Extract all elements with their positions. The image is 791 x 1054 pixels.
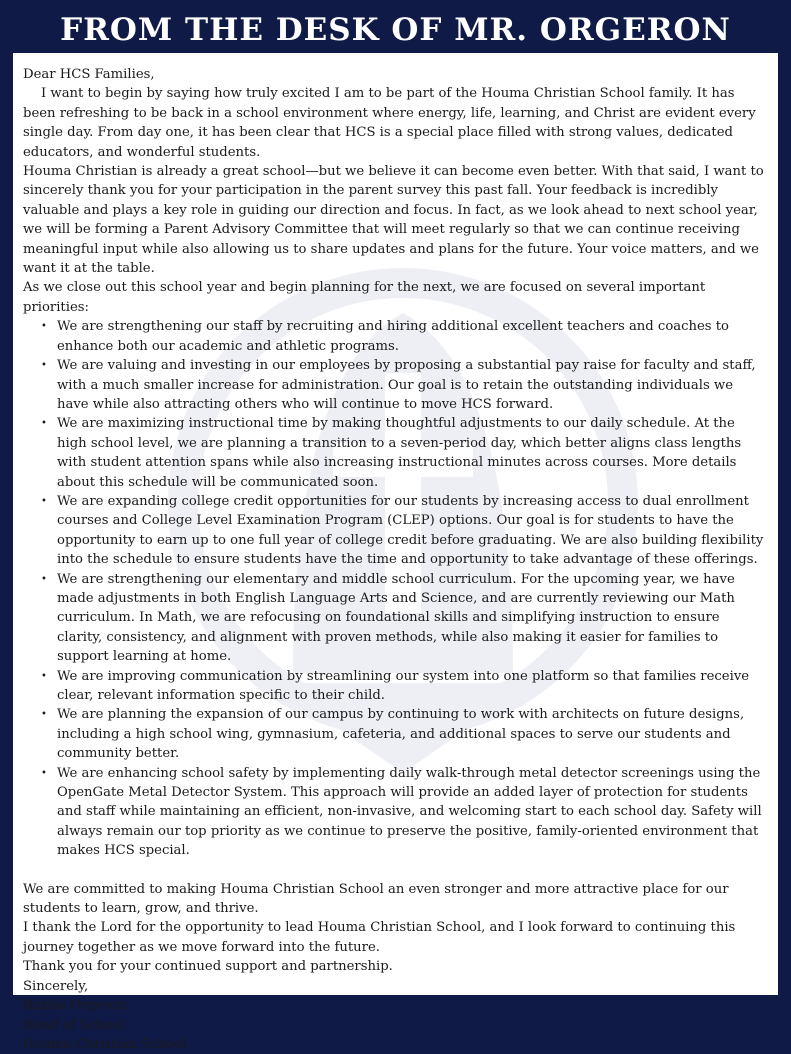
signer-name: Bubba Orgeron (23, 998, 127, 1014)
thanks-support-paragraph: Thank you for your continued support and partnership. (23, 959, 393, 975)
list-item: • We are expanding college credit opportunities for our students by increasing access to dual enrollment courses and College Level Examination Program (CLEP) options. Our goal is for students to have the opportunity to earn up to one full year of college credit before graduating. We are also building flexibility into the schedule to ensure students have the time and opportunity to take advantage of these offerings. (47, 492, 768, 570)
signer-org: Houma Christian School (23, 1036, 187, 1052)
letter-paper (13, 53, 778, 1052)
list-item: • We are maximizing instructional time by making thoughtful adjustments to our daily schedule. At the high school level, we are planning a transition to a seven-period day, which better aligns class lengths with student attention spans while also increasing instructional minutes across courses. More details about this schedule will be communicated soon. (47, 414, 768, 492)
signer-title: Head of School (23, 1017, 125, 1033)
intro-paragraph: I want to begin by saying how truly excited I am to be part of the Houma Christian School family. It has been refreshing to be back in a school environment where energy, life, learning, and Christ are evident every single day. From day one, it has been clear that HCS is a special place filled with strong values, dedicated educators, and wonderful students. (23, 86, 756, 160)
survey-paragraph: Houma Christian is already a great school—but we believe it can become even better. With that said, I want to sincerely thank you for your participation in the parent survey this past fall. Your feedback is incredibly valuable and plays a key role in guiding our direction and focus. In fact, as we look ahead to next school year, we will be forming a Parent Advisory Committee that will meet regularly so that we can continue receiving meaningful input while also allowing us to share updates and plans for the future. Your voice matters, and we want it at the table. (23, 164, 764, 277)
list-item: • We are strengthening our elementary and middle school curriculum. For the upcoming year, we have made adjustments in both English Language Arts and Science, and are currently reviewing our Math curriculum. In Math, we are refocusing on foundational skills and simplifying instruction to ensure clarity, consistency, and alignment with proven methods, while also making it easier for families to support learning at home. (47, 570, 768, 667)
paragraph-spacer (23, 861, 768, 880)
thanks-lord-paragraph: I thank the Lord for the opportunity to lead Houma Christian School, and I look forward to continuing this journey together as we move forward into the future. (23, 920, 736, 955)
salutation: Dear HCS Families, (23, 67, 155, 82)
commitment-paragraph: We are committed to making Houma Christian School an even stronger and more attractive place for our students to learn, grow, and thrive. (23, 881, 729, 917)
list-item: • We are planning the expansion of our campus by continuing to work with architects on future designs, including a high school wing, gymnasium, cafeteria, and additional spaces to serve our students and community better. (47, 705, 768, 763)
list-item: • We are improving communication by streamlining our system into one platform so that families receive clear, relevant information specific to their child. (47, 667, 768, 706)
priorities-list (23, 317, 768, 860)
priorities-intro: As we close out this school year and begin planning for the next, we are focused on several important priorities: (23, 280, 706, 315)
list-item: • We are strengthening our staff by recruiting and hiring additional excellent teachers and coaches to enhance both our academic and athletic programs. (47, 317, 768, 356)
list-item: • We are enhancing school safety by implementing daily walk-through metal detector screenings using the OpenGate Metal Detector System. This approach will provide an added layer of protection for students and staff while maintaining an efficient, non-invasive, and welcoming start to each school day. Safety will always remain our top priority as we continue to preserve the positive, family-oriented environment that makes HCS special. (47, 764, 768, 861)
list-item: • We are valuing and investing in our employees by proposing a substantial pay raise for faculty and staff, with a much smaller increase for administration. Our goal is to retain the outstanding individuals we have while also attracting others who will continue to move HCS forward. (47, 356, 768, 414)
page-title: FROM THE DESK OF MR. ORGERON (60, 12, 731, 48)
closing: Sincerely, (23, 978, 89, 994)
letter-body (13, 53, 778, 1054)
